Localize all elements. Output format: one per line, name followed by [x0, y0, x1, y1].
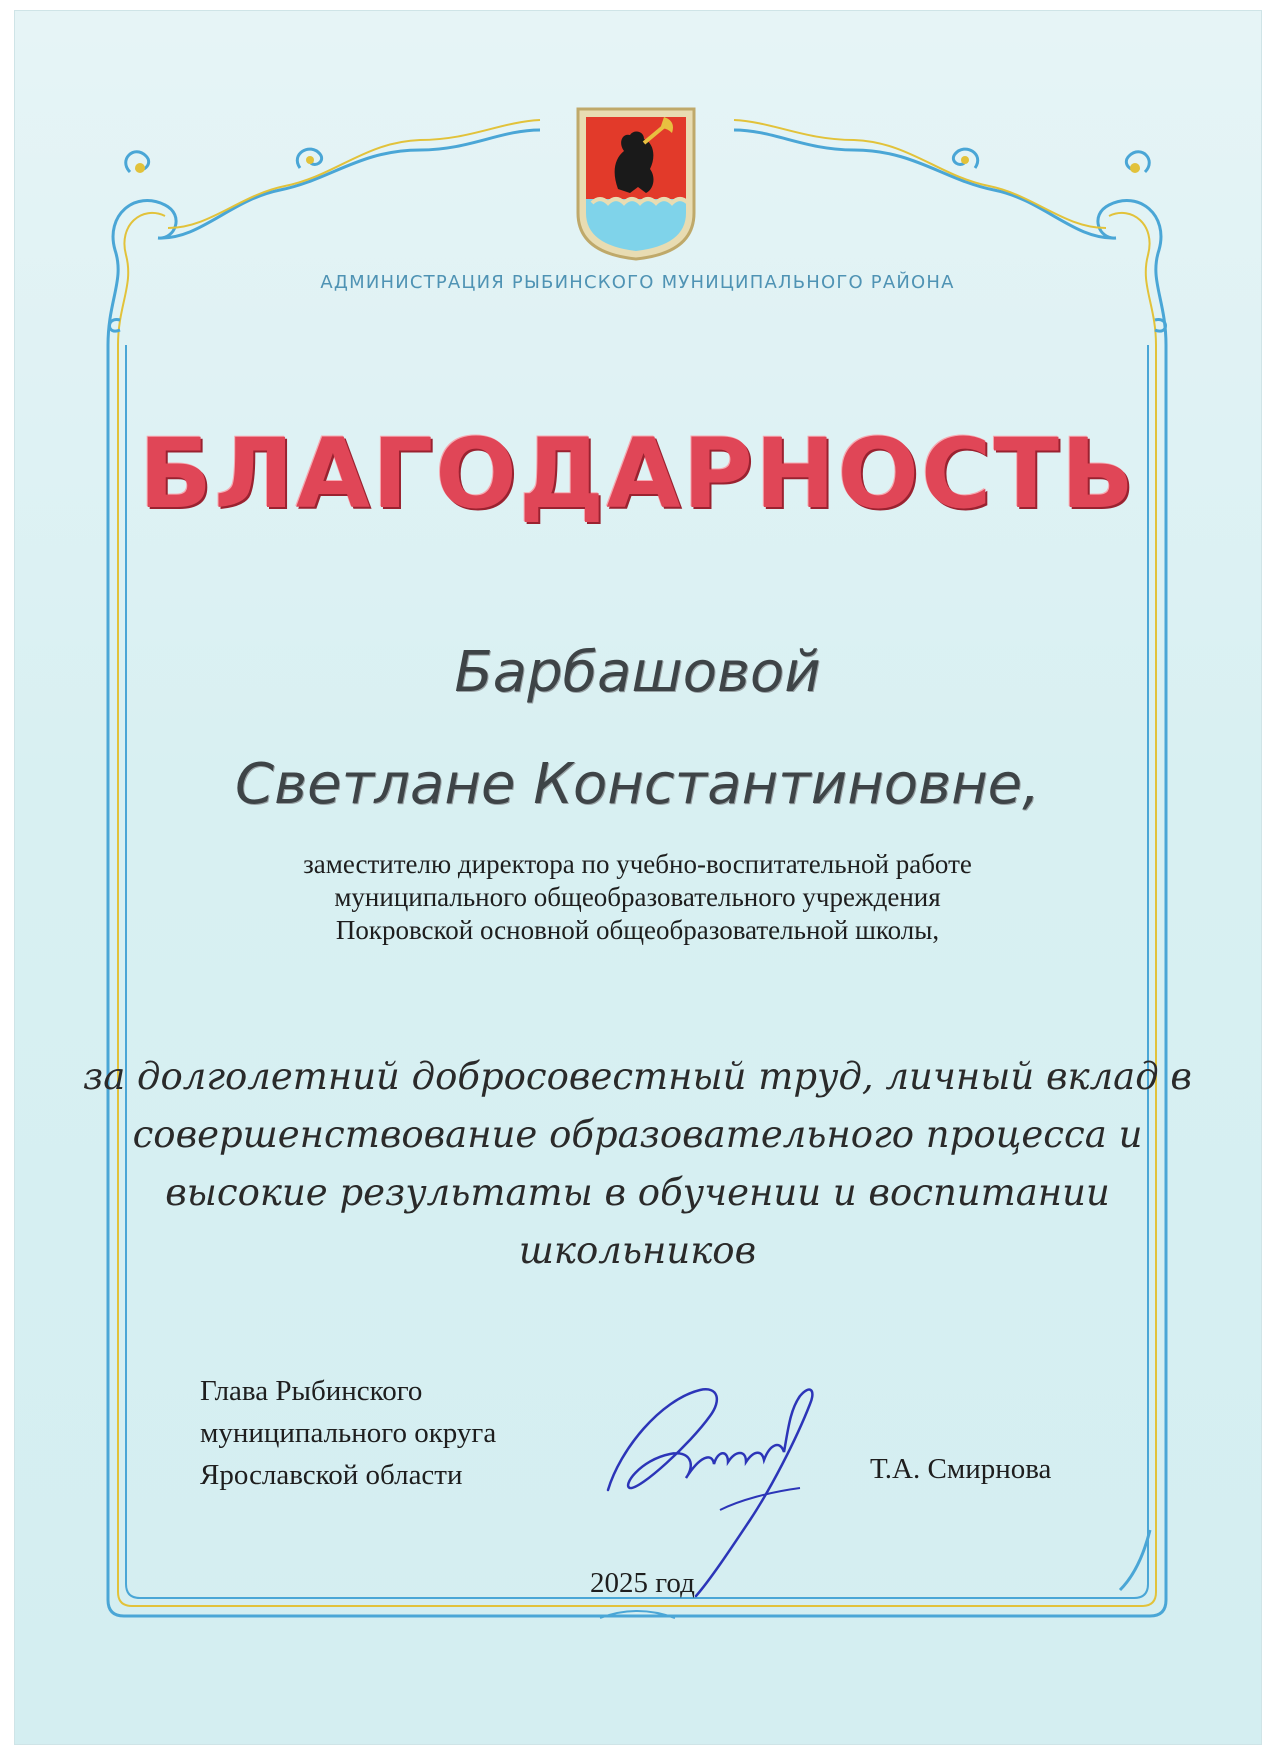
certificate-title: БЛАГОДАРНОСТЬ	[138, 418, 1137, 530]
signer-title	[200, 1370, 496, 1496]
recipient-given-names: Светлане Константиновне,	[235, 752, 1040, 817]
rybinsk-coat-of-arms-icon	[572, 103, 700, 263]
position-line: заместителю директора по учебно-воспитательной работе	[303, 849, 972, 879]
reason-line: совершенствование образовательного процесса и	[132, 1113, 1143, 1156]
issue-year: 2025 год	[590, 1567, 695, 1599]
reason-line: за долголетний добросовестный труд, личный вклад в	[83, 1055, 1192, 1098]
reason-line: школьников	[518, 1229, 757, 1272]
recipient-position	[0, 848, 1275, 947]
signer-title-line: Ярославской области	[200, 1459, 463, 1491]
reason-line: высокие результаты в обучении и воспитании	[165, 1171, 1110, 1214]
administration-title: АДМИНИСТРАЦИЯ РЫБИНСКОГО МУНИЦИПАЛЬНОГО РАЙОНА	[320, 272, 955, 293]
handwritten-signature-icon	[600, 1360, 860, 1600]
signer-title-line: муниципального округа	[200, 1417, 497, 1449]
recipient-surname: Барбашовой	[454, 640, 821, 705]
signer-name: Т.А. Смирнова	[870, 1453, 1052, 1485]
signer-title-line: Глава Рыбинского	[200, 1375, 423, 1407]
award-reason	[0, 1048, 1275, 1280]
position-line: муниципального общеобразовательного учреждения	[334, 882, 941, 912]
position-line: Покровской основной общеобразовательной школы,	[335, 915, 940, 945]
